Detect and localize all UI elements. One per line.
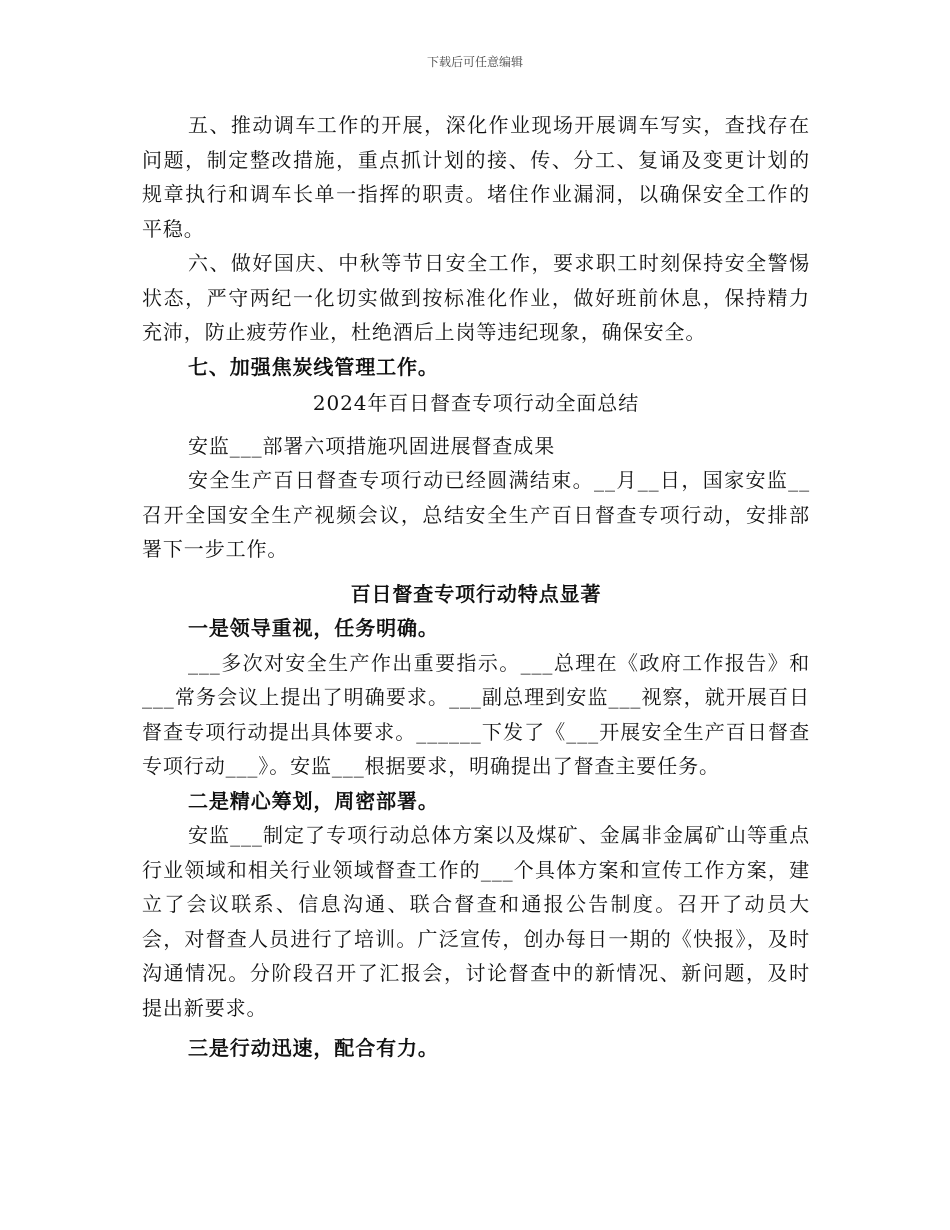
section-title: 百日督查专项行动特点显著	[350, 581, 602, 606]
point-1-body: ___多次对安全生产作出重要指示。___总理在《政府工作报告》和___常务会议上提出了明确要求。___副总理到安监___视察，就开展百日督查专项行动提出具体要求。______下发了《___开展安全生产百日督查专项行动___》。安监___根据要求，明确提出了督查主要任务。	[142, 650, 810, 778]
point-3-title: 三是行动迅速，配合有力。	[188, 1036, 439, 1060]
point-2-title: 二是精心筹划，周密部署。	[188, 788, 439, 813]
point-1-title: 一是领导重视，任务明确。	[188, 616, 439, 640]
intro-paragraph: 安全生产百日督查专项行动已经圆满结束。__月__日，国家安监__召开全国安全生产视频会议，总结安全生产百日督查专项行动，安排部署下一步工作。	[142, 468, 810, 561]
document-body	[142, 108, 810, 1066]
paragraph-item-5: 五、推动调车工作的开展，深化作业现场开展调车写实，查找存在问题，制定整改措施，重点抓计划的接、传、分工、复诵及变更计划的规章执行和调车长单一指挥的职责。堵住作业漏洞，以确保安全工作的平稳。	[142, 113, 810, 241]
paragraph-item-6: 六、做好国庆、中秋等节日安全工作，要求职工时刻保持安全警惕状态，严守两纪一化切实做到按标准化作业，做好班前休息，保持精力充沛，防止疲劳作业，杜绝酒后上岗等违纪现象，确保安全。	[142, 251, 810, 344]
document-title: 2024年百日督查专项行动全面总结	[312, 391, 640, 415]
page-header-note: 下载后可任意编辑	[426, 55, 523, 69]
document-subtitle: 安监___部署六项措施巩固进展督查成果	[188, 433, 556, 458]
point-2-body: 安监___制定了专项行动总体方案以及煤矿、金属非金属矿山等重点行业领域和相关行业领域督查工作的___个具体方案和宣传工作方案，建立了会议联系、信息沟通、联合督查和通报公告制度。召开了动员大会，对督查人员进行了培训。广泛宣传，创办每日一期的《快报》，及时沟通情况。分阶段召开了汇报会，讨论督查中的新情况、新问题，及时提出新要求。	[142, 823, 810, 1020]
paragraph-item-7: 七、加强焦炭线管理工作。	[188, 354, 439, 379]
